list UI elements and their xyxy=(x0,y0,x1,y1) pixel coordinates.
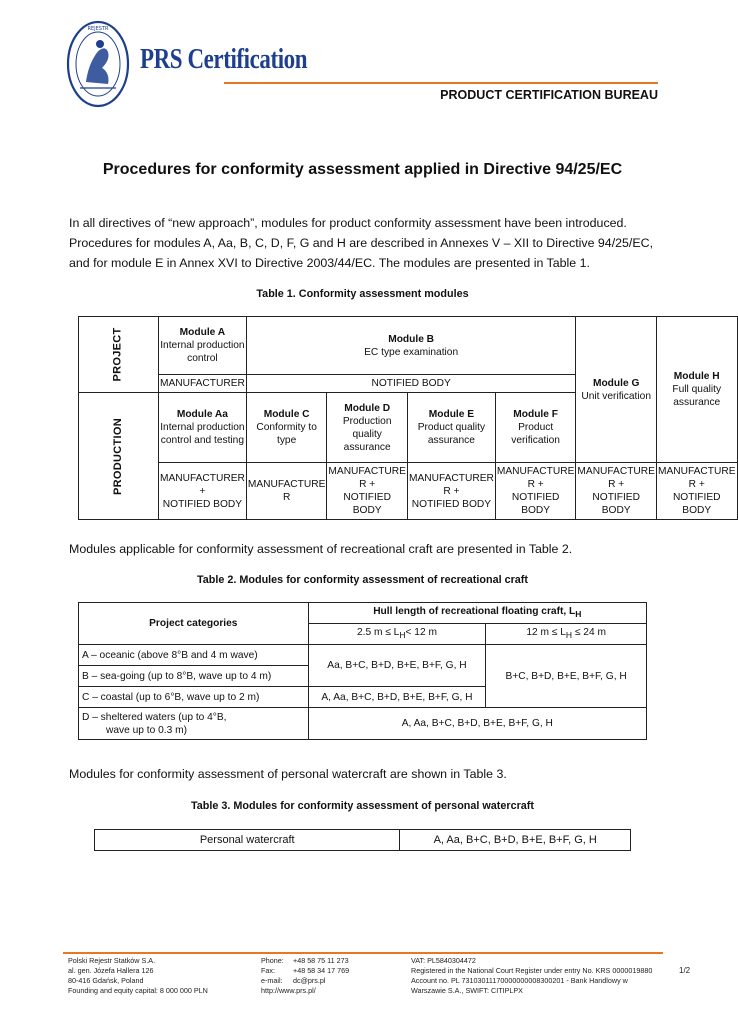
intro-line: Procedures for modules A, Aa, B, C, D, F, G and H are described in Annexes V – XII to Directive 94/25/EC, xyxy=(69,236,654,250)
footer-line: 80-416 Gdańsk, Poland xyxy=(68,976,144,985)
d-all-modules: A, Aa, B+C, B+D, B+E, B+F, G, H xyxy=(308,708,646,740)
module-f-cell xyxy=(495,393,576,463)
module-f-name: Module F xyxy=(513,409,558,420)
module-b-name: Module B xyxy=(388,333,435,345)
module-e-name: Module E xyxy=(428,409,475,420)
module-a-cell xyxy=(158,317,246,375)
party-line: MANUFACTURE xyxy=(496,466,575,477)
project-categories-header: Project categories xyxy=(79,603,309,645)
recreational-craft-table xyxy=(78,602,647,740)
party-line: NOTIFIED BODY xyxy=(162,498,243,510)
module-g-name: Module G xyxy=(592,377,640,389)
abc-large-modules: B+C, B+D, B+E, B+F, G, H xyxy=(486,645,647,708)
footer-line: Warszawie S.A., SWIFT: CITIPLPX xyxy=(411,986,523,995)
module-f-desc: Product verification xyxy=(511,422,560,446)
hull-length-header xyxy=(308,603,646,624)
brand-name: PRS Certification xyxy=(140,44,308,75)
module-g-party xyxy=(576,463,657,520)
intro-line: and for module E in Annex XVI to Directive 2003/44/EC. The modules are presented in Table 1. xyxy=(69,256,590,270)
production-label: PRODUCTION xyxy=(111,417,124,495)
module-h-name: Module H xyxy=(673,371,720,382)
module-c-desc: Conformity to type xyxy=(256,422,317,446)
range-text: < 12 m xyxy=(405,626,437,638)
party-line: MANUFACTURE xyxy=(247,479,326,490)
module-c-name: Module C xyxy=(263,409,310,420)
party-line: R + xyxy=(527,479,544,490)
range-text: 2.5 m ≤ L xyxy=(356,626,400,638)
module-h-party xyxy=(656,463,737,520)
personal-watercraft-label: Personal watercraft xyxy=(95,830,400,851)
footer-line: Registered in the National Court Register under entry No. KRS 0000019880 xyxy=(411,966,653,975)
project-label: PROJECT xyxy=(111,327,124,382)
paragraph-table2-intro: Modules applicable for conformity assessment of recreational craft are presented in Table 2. xyxy=(69,542,573,556)
bureau-title: PRODUCT CERTIFICATION BUREAU xyxy=(440,88,658,102)
intro-line: In all directives of “new approach”, modules for product conformity assessment have been introduced. xyxy=(69,216,627,230)
party-line: NOTIFIED BODY xyxy=(672,492,721,516)
range-text: 12 m ≤ L xyxy=(526,626,566,638)
footer-registration xyxy=(411,956,652,996)
fax-number: +48 58 34 17 769 xyxy=(293,966,350,975)
phone-number: +48 58 75 11 273 xyxy=(293,956,349,965)
module-aa-name: Module Aa xyxy=(176,409,228,420)
module-b-desc: EC type examination xyxy=(364,346,459,358)
project-label-cell xyxy=(79,317,159,393)
party-line: MANUFACTURE xyxy=(328,466,406,477)
module-g-desc: Unit verification xyxy=(581,390,651,402)
module-a-party: MANUFACTURER xyxy=(158,375,246,393)
svg-text:REJESTR: REJESTR xyxy=(87,26,109,32)
party-line: MANUFACTURE xyxy=(657,466,736,477)
fax-label: Fax: xyxy=(261,966,275,975)
footer-line: Polski Rejestr Statków S.A. xyxy=(68,956,156,965)
module-d-desc: Production quality assurance xyxy=(342,415,392,453)
party-line: + xyxy=(199,485,206,497)
module-e-desc: Product quality assurance xyxy=(417,422,486,446)
phone-label: Phone: xyxy=(261,956,284,965)
email-link[interactable]: dc@prs.pl xyxy=(293,976,326,985)
party-line: NOTIFIED BODY xyxy=(511,492,560,516)
module-d-party xyxy=(327,463,408,520)
party-line: R xyxy=(282,492,291,503)
footer-line: Founding and equity capital: 8 000 000 PLN xyxy=(68,986,208,995)
range-sub: H xyxy=(399,630,406,641)
module-aa-party xyxy=(158,463,246,520)
category-c: C – coastal (up to 6°B, wave up to 2 m) xyxy=(79,687,309,708)
footer-line: VAT: PL5840304472 xyxy=(411,956,476,965)
table1-caption: Table 1. Conformity assessment modules xyxy=(256,288,469,300)
email-label: e-mail: xyxy=(261,976,283,985)
module-f-party xyxy=(495,463,576,520)
module-aa-desc: Internal production control and testing xyxy=(160,422,245,446)
intro-paragraph xyxy=(69,213,657,273)
page-title: Procedures for conformity assessment applied in Directive 94/25/EC xyxy=(102,161,623,178)
party-line: R + xyxy=(608,479,625,490)
module-h-cell xyxy=(656,317,737,463)
footer-line: Account no. PL 73103011170000000008300201 - Bank Handlowy w xyxy=(411,976,628,985)
table3-caption: Table 3. Modules for conformity assessment of personal watercraft xyxy=(191,800,534,812)
module-d-cell xyxy=(327,393,408,463)
party-line: MANUFACTURER xyxy=(159,472,245,484)
prs-seal-logo xyxy=(66,20,130,108)
footer-line: al. gen. Józefa Hallera 126 xyxy=(68,966,154,975)
range-large-header xyxy=(486,624,647,645)
footer-contact xyxy=(261,956,349,996)
paragraph-table3-intro: Modules for conformity assessment of personal watercraft are shown in Table 3. xyxy=(69,767,507,781)
category-b: B – sea-going (up to 8°B, wave up to 4 m) xyxy=(79,666,309,687)
module-c-party xyxy=(246,463,327,520)
module-b-cell xyxy=(246,317,576,375)
module-h-desc: Full quality assurance xyxy=(672,384,722,408)
module-c-cell xyxy=(246,393,327,463)
party-line: R + xyxy=(359,479,376,490)
footer-rule xyxy=(63,952,663,954)
personal-watercraft-modules: A, Aa, B+C, B+D, B+E, B+F, G, H xyxy=(400,830,631,851)
module-e-cell xyxy=(407,393,495,463)
module-b-party: NOTIFIED BODY xyxy=(246,375,576,393)
module-a-name: Module A xyxy=(179,327,226,338)
hull-length-text: Hull length of recreational floating craft, L xyxy=(373,605,576,617)
footer-address xyxy=(68,956,208,996)
category-d xyxy=(79,708,309,740)
website-link[interactable]: http://www.prs.pl/ xyxy=(261,986,316,995)
range-small-header xyxy=(308,624,486,645)
party-line: R + xyxy=(443,485,460,497)
party-line: R + xyxy=(688,479,705,490)
category-d-line: wave up to 0.3 m) xyxy=(106,724,187,736)
production-label-cell xyxy=(79,393,159,520)
ab-small-modules: Aa, B+C, B+D, B+E, B+F, G, H xyxy=(308,645,486,687)
module-a-desc: Internal production control xyxy=(160,340,245,364)
module-e-party xyxy=(407,463,495,520)
module-g-cell xyxy=(576,317,657,463)
party-line: MANUFACTURER xyxy=(408,472,494,484)
party-line: NOTIFIED BODY xyxy=(592,492,640,516)
conformity-modules-table xyxy=(78,316,738,520)
party-line: NOTIFIED BODY xyxy=(343,492,391,516)
table2-caption: Table 2. Modules for conformity assessment of recreational craft xyxy=(197,574,528,586)
hull-length-sub: H xyxy=(575,609,582,620)
party-line: NOTIFIED BODY xyxy=(411,498,492,510)
module-d-name: Module D xyxy=(344,402,391,414)
range-sub: H xyxy=(565,630,573,641)
module-aa-cell xyxy=(158,393,246,463)
range-text: ≤ 24 m xyxy=(572,626,606,638)
page-number: 1/2 xyxy=(679,966,691,975)
category-d-line: D – sheltered waters (up to 4°B, xyxy=(82,711,227,723)
c-small-modules: A, Aa, B+C, B+D, B+E, B+F, G, H xyxy=(308,687,486,708)
category-a: A – oceanic (above 8°B and 4 m wave) xyxy=(79,645,309,666)
personal-watercraft-table xyxy=(94,829,631,851)
header-rule xyxy=(224,82,658,84)
party-line: MANUFACTURE xyxy=(577,466,655,477)
